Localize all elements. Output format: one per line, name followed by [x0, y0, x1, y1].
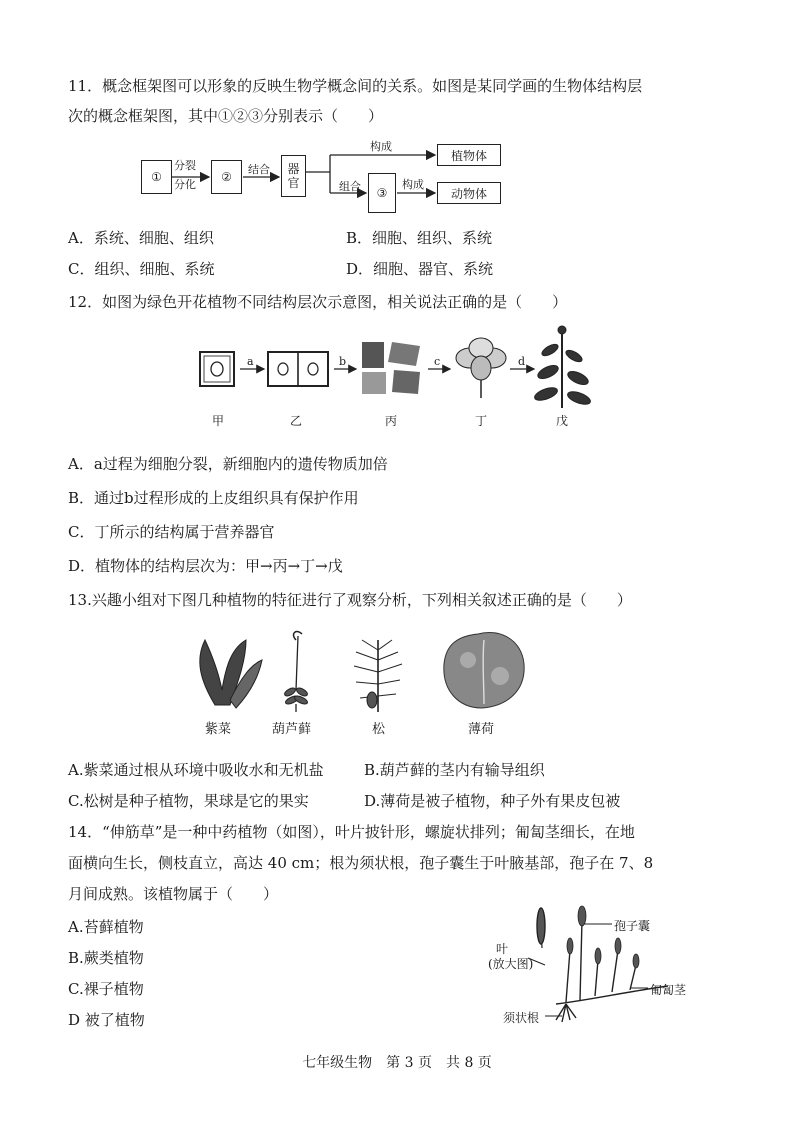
- q14-stem-line1: 14．“伸筋草”是一种中药植物（如图），叶片披针形，螺旋状排列；匍匐茎细长，在地: [68, 823, 635, 841]
- page-footer: 七年级生物 第 3 页 共 8 页: [302, 1055, 492, 1071]
- q14-label-stolon: 匍匐茎: [650, 983, 687, 997]
- q12-label-wu: 戊: [556, 414, 569, 428]
- q13-plant-4-label: 薄荷: [468, 722, 495, 737]
- q14-option-a: A.苔藓植物: [68, 918, 144, 936]
- q13-plant-1-label: 紫菜: [205, 722, 232, 737]
- q12-arrow-c-label: c: [434, 355, 441, 368]
- q11-box-1: ①: [141, 160, 172, 194]
- q12-label-yi: 乙: [290, 414, 303, 428]
- q12-label-jia: 甲: [212, 414, 225, 428]
- q14-option-d: D 被了植物: [68, 1011, 145, 1029]
- q11-arrow-combine-label: 组合: [339, 180, 361, 193]
- q13-option-c: C.松树是种子植物，果球是它的果实: [68, 792, 309, 810]
- q11-option-b: B．细胞、组织、系统: [346, 229, 493, 247]
- q11-option-a: A．系统、细胞、组织: [68, 229, 214, 247]
- q14-label-roots: 须状根: [503, 1011, 540, 1025]
- q13-option-b: B.葫芦藓的茎内有输导组织: [364, 761, 545, 779]
- q12-arrow-b-label: b: [339, 355, 347, 368]
- q13-option-d: D.薄荷是被子植物，种子外有果皮包被: [364, 792, 621, 810]
- q11-box-plant: 植物体: [437, 144, 501, 166]
- q12-arrow-a-label: a: [247, 355, 254, 368]
- q13-plant-2-label: 葫芦藓: [272, 722, 312, 737]
- q11-stem-line1: 11．概念框架图可以形象的反映生物学概念间的关系。如图是某同学画的生物体结构层: [68, 77, 643, 95]
- q11-option-d: D．细胞、器官、系统: [346, 260, 494, 278]
- q12-label-bing: 丙: [385, 414, 398, 428]
- q14-option-c: C.裸子植物: [68, 980, 144, 998]
- q11-box-animal: 动物体: [437, 182, 501, 204]
- q11-arrow1-label-top: 分裂: [174, 159, 196, 172]
- q14-label-leaf-enlarged: (放大图): [488, 957, 534, 971]
- q14-label-sporangium: 孢子囊: [614, 919, 651, 933]
- q11-box-2: ②: [211, 160, 242, 194]
- q11-organ-char2: 官: [287, 176, 300, 190]
- q14-label-leaf: 叶: [496, 942, 509, 956]
- q12-arrow-d-label: d: [518, 355, 526, 368]
- q12-option-d: D．植物体的结构层次为：甲→丙→丁→戊: [68, 557, 343, 575]
- q11-arrow-top-label: 构成: [370, 140, 392, 153]
- q12-stem: 12．如图为绿色开花植物不同结构层次示意图，相关说法正确的是（ ）: [68, 293, 568, 311]
- q11-box-3: ③: [368, 173, 396, 213]
- q14-stem-line3: 月间成熟。该植物属于（ ）: [68, 885, 279, 903]
- q11-arrow2-label: 结合: [248, 163, 270, 176]
- q11-stem-line2: 次的概念框架图，其中①②③分别表示（ ）: [68, 107, 384, 125]
- q11-arrow-bottom-label: 构成: [402, 178, 424, 191]
- q11-option-c: C．组织、细胞、系统: [68, 260, 215, 278]
- q12-option-a: A．a过程为细胞分裂，新细胞内的遗传物质加倍: [68, 455, 388, 473]
- q12-option-b: B．通过b过程形成的上皮组织具有保护作用: [68, 489, 359, 507]
- q12-label-ding: 丁: [475, 414, 488, 428]
- q13-stem: 13.兴趣小组对下图几种植物的特征进行了观察分析，下列相关叙述正确的是（ ）: [68, 591, 632, 609]
- q11-arrow1-label-bottom: 分化: [174, 178, 196, 191]
- q13-plant-3-label: 松: [372, 722, 386, 737]
- q14-option-b: B.蕨类植物: [68, 949, 144, 967]
- q14-stem-line2: 面横向生长，侧枝直立，高达 40 cm；根为须状根，孢子囊生于叶腋基部，孢子在 7、8: [68, 854, 654, 872]
- q11-organ-char1: 器: [287, 162, 300, 176]
- q12-option-c: C．丁所示的结构属于营养器官: [68, 523, 275, 541]
- q13-option-a: A.紫菜通过根从环境中吸收水和无机盐: [68, 761, 324, 779]
